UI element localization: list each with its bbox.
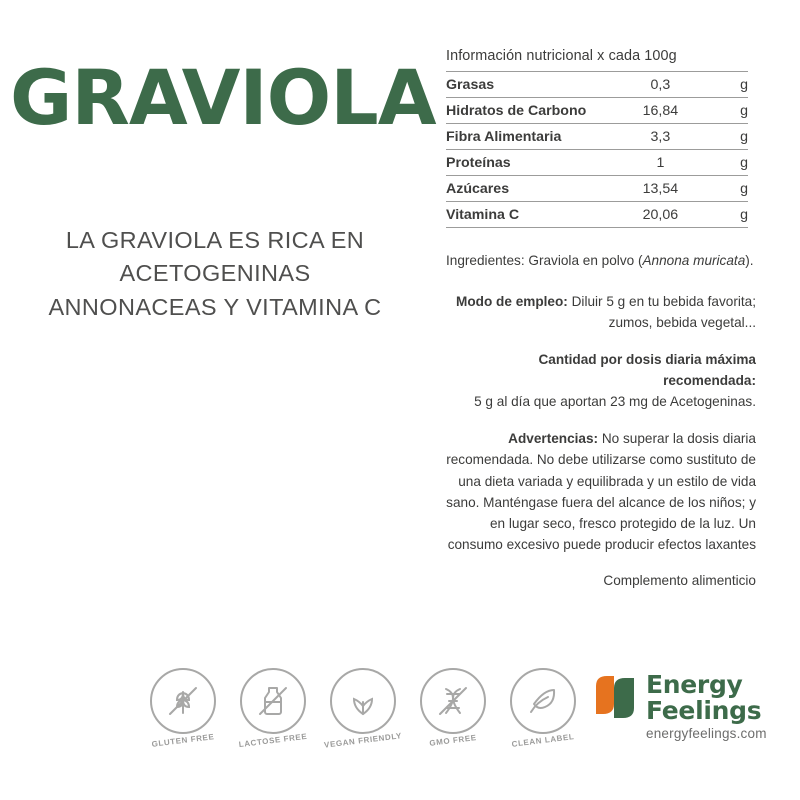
table-row: [446, 98, 748, 124]
nutrient-value: 16,84: [642, 102, 679, 119]
ingredients-label: Ingredientes:: [446, 253, 525, 268]
nutrient-name: Azúcares: [446, 180, 510, 197]
badge-lactose-free: [238, 668, 308, 750]
nutrient-unit: g: [740, 180, 748, 197]
badge-gluten-free: [150, 668, 216, 749]
product-claim: LA GRAVIOLA ES RICA EN ACETOGENINAS ANNONACEAS Y VITAMINA C: [48, 227, 382, 320]
brand-website: energyfeelings.com: [646, 726, 767, 741]
nutrient-name: Hidratos de Carbono: [446, 102, 587, 119]
milk-bottle-crossed-icon: [252, 680, 294, 722]
energy-feelings-mark-icon: [592, 674, 638, 722]
nutrient-value: 1: [656, 154, 665, 171]
warning-paragraph: [446, 428, 756, 554]
badge-label: VEGAN FRIENDLY: [323, 731, 403, 750]
badge-vegan-friendly: [323, 668, 403, 750]
brand-logo: [592, 672, 767, 741]
table-row: [446, 150, 748, 176]
badge-clean-label: [510, 668, 576, 749]
leaf-check-icon: [522, 680, 564, 722]
nutrient-name: Vitamina C: [446, 206, 520, 223]
nutrient-value: 0,3: [650, 76, 671, 93]
nutrient-unit: g: [740, 206, 748, 223]
right-column: [446, 48, 756, 588]
nutrient-unit: g: [740, 128, 748, 145]
dose-paragraph: [446, 349, 756, 412]
usage-paragraph: [446, 291, 756, 333]
nutrient-name: Proteínas: [446, 154, 511, 171]
nutrient-name: Fibra Alimentaria: [446, 128, 562, 145]
table-row: [446, 124, 748, 150]
nutrition-table-title: Información nutricional x cada 100g: [446, 48, 677, 64]
certification-badges: [150, 668, 576, 750]
badge-label: GLUTEN FREE: [151, 732, 215, 749]
badge-label: CLEAN LABEL: [511, 732, 575, 749]
badge-label: LACTOSE FREE: [238, 731, 308, 750]
brand-text: [646, 672, 767, 741]
nutrient-value: 3,3: [650, 128, 671, 145]
nutrient-value: 13,54: [642, 180, 679, 197]
wheat-crossed-icon: [162, 680, 204, 722]
ingredients-botanical-name: Annona muricata: [642, 253, 746, 268]
ingredients-text: Graviola en polvo (: [528, 253, 643, 268]
warning-text: No superar la dosis diaria recomendada. No debe utilizarse como sustituto de una dieta variada y equilibrada y un estilo de vida sano. Manténgase fuera del alcance de los niños; y en lugar seco, fresco protegido de la luz. Un consumo excesivo puede producir efectos laxantes: [446, 431, 756, 552]
ingredients-end: ).: [745, 253, 754, 268]
leaf-icon: [342, 680, 384, 722]
nutrition-table: [446, 71, 748, 228]
usage-text: Diluir 5 g en tu bebida favorita; zumos, bebida vegetal...: [571, 294, 756, 331]
table-row: [446, 176, 748, 202]
nutrient-name: Grasas: [446, 76, 495, 93]
nutrient-unit: g: [740, 102, 748, 119]
badge-gmo-free: [420, 668, 486, 748]
dose-label: Cantidad por dosis diaria máxima recomendada:: [538, 352, 756, 389]
badge-label: GMO FREE: [428, 733, 478, 748]
dose-text: 5 g al día que aportan 23 mg de Acetogeninas.: [474, 394, 756, 410]
nutrient-value: 20,06: [642, 206, 679, 223]
complement-text: Complemento alimenticio: [603, 572, 756, 588]
left-column: [0, 40, 436, 324]
nutrient-unit: g: [740, 76, 748, 93]
warning-label: Advertencias:: [508, 431, 599, 447]
ingredients-paragraph: [446, 250, 756, 271]
usage-label: Modo de empleo:: [456, 294, 568, 310]
table-row: [446, 72, 748, 98]
nutrient-unit: g: [740, 154, 748, 171]
page-title: GRAVIOLA: [10, 53, 436, 142]
brand-line-2: Feelings: [646, 695, 762, 725]
table-row: [446, 202, 748, 228]
brand-line-1: Energy: [646, 670, 743, 699]
dna-crossed-icon: [432, 680, 474, 722]
